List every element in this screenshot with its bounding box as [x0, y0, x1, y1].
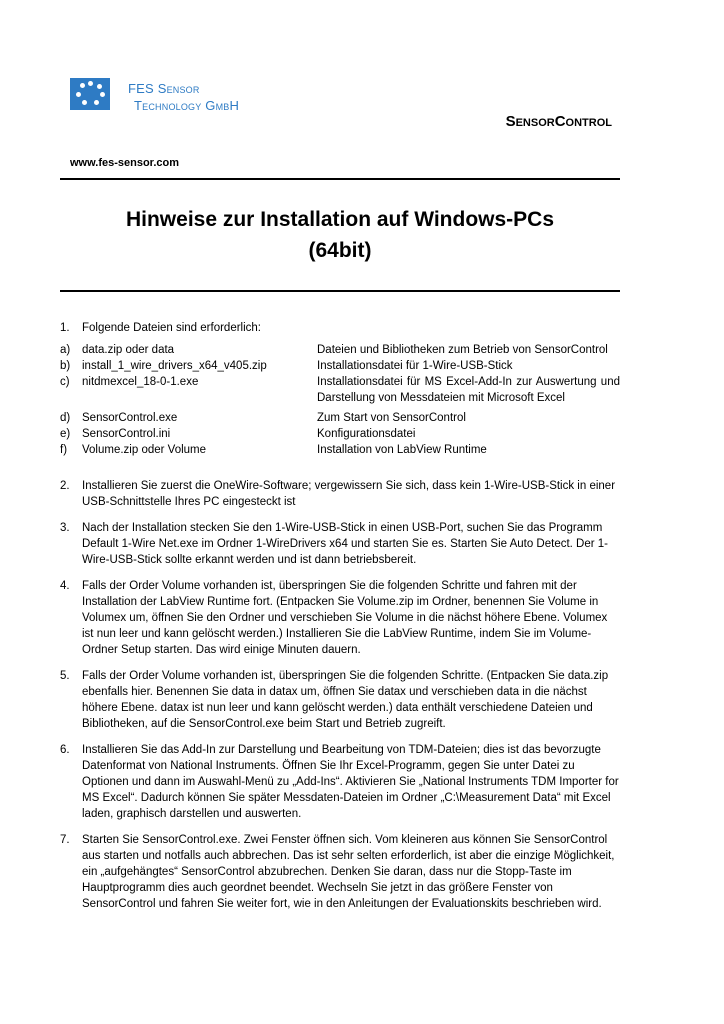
title-divider	[60, 290, 620, 292]
step-number: 5.	[60, 670, 70, 682]
step-6	[60, 742, 620, 822]
file-row	[60, 426, 620, 442]
step-number: 2.	[60, 480, 70, 492]
step-text: Folgende Dateien sind erforderlich:	[82, 322, 261, 334]
file-description: Zum Start von SensorControl	[317, 412, 466, 424]
step-number: 6.	[60, 744, 70, 756]
file-description: Installationsdatei für 1-Wire-USB-Stick	[317, 360, 513, 372]
file-row	[60, 342, 620, 358]
step-text: Falls der Order Volume vorhanden ist, überspringen Sie die folgenden Schritte und fahren mit der Installation der LabView Runtime fort. (Entpacken Sie Volume.zip im Ordner, benennen Sie Volume in Volumex um, öffnen Sie den Ordner und verschieben Sie Volume in die nächst höhere Ebene. Volumex ist nun leer und kann gelöscht werden.) Installieren Sie die LabView Runtime, indem Sie im Volume-Ordner Setup starten. Das wird einige Minuten dauern.	[82, 580, 608, 656]
step-number: 7.	[60, 834, 70, 846]
file-name: install_1_wire_drivers_x64_v405.zip	[82, 360, 267, 372]
file-label: c)	[60, 376, 70, 388]
file-row	[60, 358, 620, 374]
company-name-line1: FES Sensor	[128, 81, 200, 96]
file-label: f)	[60, 444, 68, 456]
file-row	[60, 442, 620, 458]
step-number: 3.	[60, 522, 70, 534]
product-name: SensorControl	[505, 113, 612, 130]
file-name: data.zip oder data	[82, 344, 175, 356]
header-divider	[60, 178, 620, 180]
step-5	[60, 668, 620, 732]
file-list	[60, 342, 620, 458]
file-name: SensorControl.exe	[82, 412, 178, 424]
step-2	[60, 478, 620, 510]
file-row	[60, 374, 620, 406]
step-number: 4.	[60, 580, 70, 592]
file-description: Installationsdatei für MS Excel-Add-In zur Auswertung und Darstellung von Messdateien mit Microsoft Excel	[317, 376, 620, 404]
file-name: nitdmexcel_18-0-1.exe	[82, 376, 199, 388]
file-label: d)	[60, 412, 71, 424]
file-name: Volume.zip oder Volume	[82, 444, 207, 456]
step-7	[60, 832, 620, 912]
step-list	[60, 478, 620, 912]
company-logo	[70, 78, 110, 110]
page-title-line1: Hinweise zur Installation auf Windows-PCs	[125, 208, 555, 231]
file-description: Dateien und Bibliotheken zum Betrieb von SensorControl	[317, 344, 608, 356]
step-text: Nach der Installation stecken Sie den 1-Wire-USB-Stick in einen USB-Port, suchen Sie das Programm Default 1-Wire Net.exe im Ordner 1-WireDrivers x64 und starten Sie es. Starten Sie Auto Detect. Der 1-Wire-USB-Stick sollte erkannt werden und ist dann betriebsbereit.	[82, 522, 609, 566]
file-row	[60, 410, 620, 426]
file-description: Installation von LabView Runtime	[317, 444, 487, 456]
step-1	[60, 320, 620, 336]
company-name-line2: Technology GmbH	[134, 98, 240, 113]
website-link[interactable]: www.fes-sensor.com	[70, 157, 180, 169]
file-label: e)	[60, 428, 71, 440]
step-number: 1.	[60, 322, 70, 334]
step-text: Falls der Order Volume vorhanden ist, überspringen Sie die folgenden Schritte. (Entpacken Sie data.zip ebenfalls hier. Benennen Sie data in datax um, öffnen Sie datax und verschieben data in die nächst höhere Ebene. datax ist nun leer und kann gelöscht werden.) data enthält verschiedene Dateien und Bibliotheken, auf die SensorControl.exe beim Start und Betrieb zugreift.	[82, 670, 609, 730]
step-4	[60, 578, 620, 658]
step-text: Starten Sie SensorControl.exe. Zwei Fenster öffnen sich. Vom kleineren aus können Sie SensorControl aus starten und notfalls auch abbrechen. Das ist sehr selten erforderlich, ist aber die einzige Möglichkeit, ein „aufgehängtes“ SensorControl abzubrechen. Denken Sie daran, dass nur die Stopp-Taste im Hauptprogramm dies auch geordnet beendet. Wechseln Sie jetzt in das größere Fenster von SensorControl und fahren Sie weiter fort, wie in den Anleitungen der Evaluationskits beschrieben wird.	[82, 834, 615, 910]
company-name	[128, 80, 239, 114]
step-text: Installieren Sie das Add-In zur Darstellung und Bearbeitung von TDM-Dateien; dies ist das bevorzugte Datenformat von National Instruments. Öffnen Sie Ihr Excel-Programm, gegen Sie unter Datei zu Optionen und dann im Auswahl-Menü zu „Add-Ins“. Aktivieren Sie „National Instruments TDM Importer for MS Excel“. Dadurch können Sie später Messdaten-Dateien im Ordner „C:\Measurement Data“ mit Excel laden, graphisch darstellen und auswerten.	[82, 744, 619, 820]
file-label: b)	[60, 360, 71, 372]
file-name: SensorControl.ini	[82, 428, 171, 440]
step-text: Installieren Sie zuerst die OneWire-Software; vergewissern Sie sich, dass kein 1-Wire-USB-Stick in einer USB-Schnittstelle Ihres PC eingesteckt ist	[82, 480, 616, 508]
page-title-line2: (64bit)	[308, 239, 372, 262]
page-title	[60, 204, 620, 266]
step-3	[60, 520, 620, 568]
file-description: Konfigurationsdatei	[317, 428, 416, 440]
file-label: a)	[60, 344, 71, 356]
instructions	[60, 320, 620, 922]
